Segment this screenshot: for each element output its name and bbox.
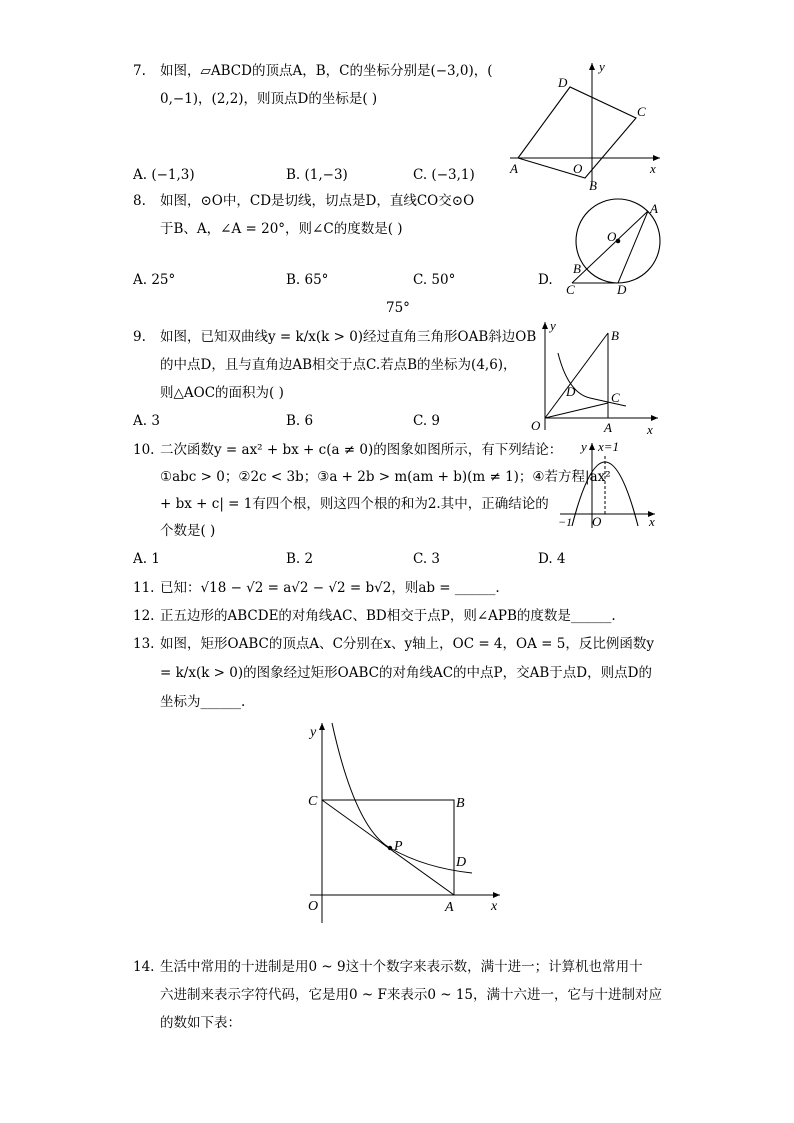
q7-option-b: B. (1,−3) bbox=[286, 167, 348, 183]
q7-label-x: x bbox=[650, 161, 656, 176]
q8-label-d: D bbox=[617, 282, 627, 297]
q8-option-d-value: 75° bbox=[386, 300, 410, 316]
q8-stem-line1: 如图，⊙O中，CD是切线，切点是D，直线CO交⊙O bbox=[160, 193, 475, 209]
q12-number: 12. bbox=[133, 608, 155, 624]
q7-number: 7. bbox=[133, 63, 146, 79]
q10-label-x: x bbox=[649, 514, 655, 529]
q12-text: 正五边形的ABCDE的对角线AC、BD相交于点P，则∠APB的度数是______. bbox=[160, 608, 616, 624]
q10-stem-line3: + bx + c| = 1有四个根，则这四个根的和为2.其中，正确结论的 bbox=[160, 496, 549, 512]
q14-stem-line1: 生活中常用的十进制是用0 ~ 9这十个数字来表示数，满十进一；计算机也常用十 bbox=[160, 959, 643, 975]
q9-label-y: y bbox=[550, 318, 556, 333]
q9-label-b: B bbox=[611, 328, 619, 343]
q7-option-c: C. (−3,1) bbox=[413, 167, 475, 183]
q7-label-o: O bbox=[573, 161, 583, 176]
q7-label-a: A bbox=[510, 161, 518, 176]
q13-label-y: y bbox=[310, 725, 317, 740]
q13-stem-line2: = k/x(k > 0)的图象经过矩形OABC的对角线AC的中点P，交AB于点D，则点D的 bbox=[160, 665, 652, 681]
q10-stem-line2: ①abc > 0；②2c < 3b；③a + 2b > m(am + b)(m ≠ 1)；④若方程|ax² bbox=[160, 469, 611, 485]
q9-label-c: C bbox=[611, 390, 620, 405]
q13-label-p: P bbox=[394, 839, 403, 854]
q13-label-b: B bbox=[456, 796, 465, 811]
q14-stem-line3: 的数如下表： bbox=[160, 1015, 241, 1031]
q9-number: 9. bbox=[133, 329, 146, 345]
q10-option-a: A. 1 bbox=[133, 551, 160, 567]
q13-label-d: D bbox=[456, 855, 467, 870]
q8-label-b: B bbox=[573, 261, 581, 276]
q10-label-y: y bbox=[581, 439, 587, 454]
q10-option-c: C. 3 bbox=[413, 551, 441, 567]
q9-option-c: C. 9 bbox=[413, 413, 441, 429]
q9-label-d: D bbox=[566, 384, 576, 399]
q9-stem-line1: 如图，已知双曲线y = k/x(k > 0)经过直角三角形OAB斜边OB bbox=[160, 329, 537, 345]
q10-stem-line1: 二次函数y = ax² + bx + c(a ≠ 0)的图象如图所示，有下列结论： bbox=[160, 442, 563, 458]
q8-label-o: O bbox=[607, 229, 617, 244]
q10-label-o: O bbox=[592, 514, 602, 529]
q7-label-b: B bbox=[589, 178, 597, 193]
q8-label-a: A bbox=[650, 201, 658, 216]
q14-stem-line2: 六进制来表示字符代码，它是用0 ~ F来表示0 ~ 15，满十六进一，它与十进制对应 bbox=[160, 987, 663, 1003]
q14-number: 14. bbox=[133, 959, 155, 975]
q8-label-c: C bbox=[566, 282, 575, 297]
q10-figure bbox=[555, 438, 665, 533]
q9-figure bbox=[528, 318, 668, 438]
q8-number: 8. bbox=[133, 193, 146, 209]
q8-option-d: D. bbox=[538, 272, 553, 288]
q9-stem-line3: 则△AOC的面积为( ) bbox=[160, 385, 284, 401]
q10-label-axis: x=1 bbox=[598, 439, 620, 454]
q10-label-neg1: −1 bbox=[558, 515, 573, 529]
q10-option-b: B. 2 bbox=[286, 551, 314, 567]
q8-stem-line2: 于B、A，∠A = 20°，则∠C的度数是( ) bbox=[160, 221, 403, 237]
q9-label-a: A bbox=[604, 420, 612, 435]
q8-figure bbox=[560, 195, 670, 300]
q11-text: 已知：√18 − √2 = a√2 − √2 = b√2，则ab = ______. bbox=[160, 580, 500, 596]
q13-label-o: O bbox=[308, 899, 319, 914]
q13-label-c: C bbox=[308, 794, 318, 809]
q13-figure bbox=[300, 718, 510, 933]
q13-stem-line1: 如图，矩形OABC的顶点A、C分别在x、y轴上，OC = 4，OA = 5，反比例函数y bbox=[160, 636, 654, 652]
q13-stem-line3: 坐标为______. bbox=[160, 694, 246, 710]
q13-label-a: A bbox=[445, 900, 454, 915]
q9-option-a: A. 3 bbox=[133, 413, 160, 429]
q11-number: 11. bbox=[133, 580, 155, 596]
q7-label-y: y bbox=[599, 59, 605, 74]
q9-option-b: B. 6 bbox=[286, 413, 314, 429]
q7-label-c: C bbox=[637, 104, 646, 119]
q7-option-a: A. (−1,3) bbox=[133, 167, 195, 183]
q10-stem-line4: 个数是( ) bbox=[160, 523, 216, 539]
q10-number: 10. bbox=[133, 442, 155, 458]
q9-label-x: x bbox=[647, 422, 653, 437]
q8-option-b: B. 65° bbox=[286, 272, 329, 288]
q7-stem-line1: 如图，▱ABCD的顶点A，B，C的坐标分别是(−3,0)，( bbox=[160, 63, 493, 79]
q7-stem-line2: 0,−1)，(2,2)，则顶点D的坐标是( ) bbox=[160, 91, 378, 107]
q9-label-o: O bbox=[531, 418, 541, 433]
q9-stem-line2: 的中点D，且与直角边AB相交于点C.若点B的坐标为(4,6)， bbox=[160, 357, 517, 373]
q10-option-d: D. 4 bbox=[538, 551, 566, 567]
q7-label-d: D bbox=[558, 75, 568, 90]
q8-option-a: A. 25° bbox=[133, 272, 176, 288]
q13-number: 13. bbox=[133, 636, 155, 652]
q8-option-c: C. 50° bbox=[413, 272, 456, 288]
q7-figure bbox=[500, 55, 670, 195]
q13-label-x: x bbox=[491, 899, 498, 914]
